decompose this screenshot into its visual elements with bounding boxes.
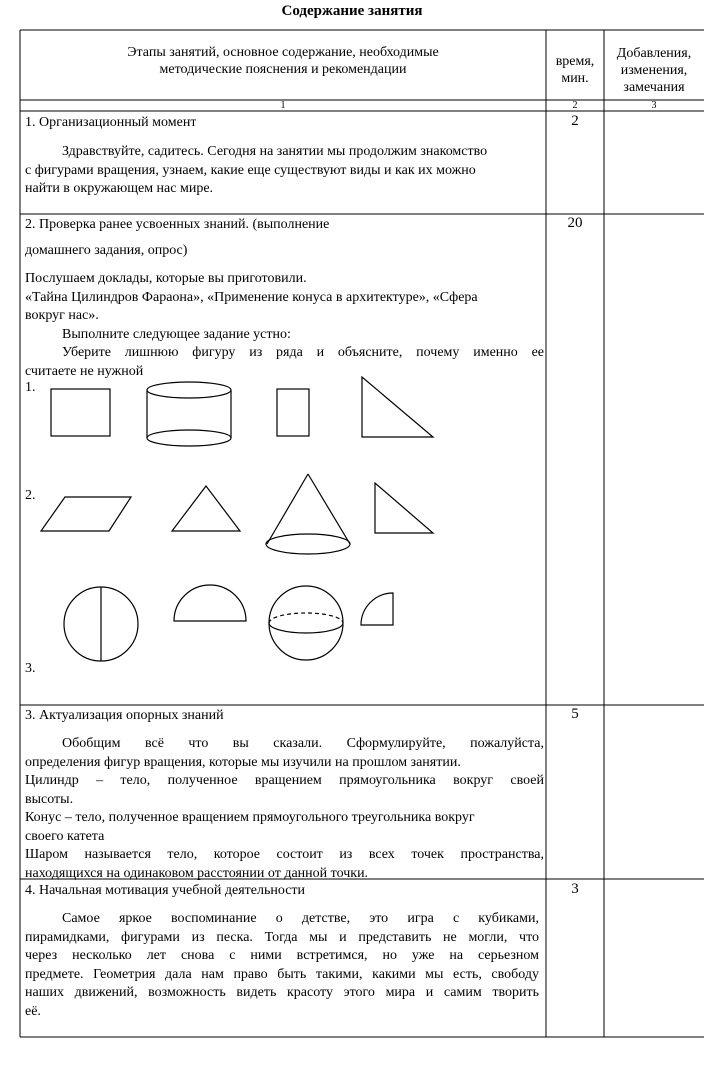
- row-2-heading-cont: домашнего задания, опрос): [25, 243, 188, 258]
- row-4-heading: 4. Начальная мотивация учебной деятельности: [25, 883, 306, 898]
- row-3-heading: 3. Актуализация опорных знаний: [25, 708, 224, 723]
- row-3-time: 5: [571, 706, 579, 722]
- rectangle-shape: [51, 389, 110, 436]
- row-4-text: Самое яркое воспоминание о детстве, это игра с кубиками, пирамидками, фигурами из песка. Тогда мы и представить не могли, что через несколько лет снова с ними встретимся, но уже на серьезном предмете. Геометрия дала нам право быть такими, какими мы есть, свободу наших движений, возможность видеть красоту этого мира и самим творить её.: [25, 911, 539, 1019]
- circle-with-diameter-shape: [64, 587, 138, 661]
- row-2-heading: 2. Проверка ранее усвоенных знаний. (выполнение: [25, 217, 330, 232]
- row-1-heading: 1. Организационный момент: [25, 115, 197, 130]
- parallelogram-shape: [41, 497, 131, 531]
- small-rectangle-shape: [277, 389, 309, 436]
- row-3-text: Обобщим всё что вы сказали. Сформулируйте, пожалуйста, определения фигур вращения, которые мы изучили на прошлом занятии. Цилиндр – тело, полученное вращением прямоугольника вокруг своей высоты. Конус – тело, полученное вращением прямоугольного треугольника вокруг своего катета Шаром называется тело, которое состоит из всех точек пространства, находящихся на одинаковом расстоянии от данной точки.: [25, 736, 544, 881]
- header-col-stages: Этапы занятий, основное содержание, необходимые методические пояснения и рекомендации: [127, 45, 439, 77]
- header-col-time: время, мин.: [555, 54, 595, 86]
- column-number-1: 1: [280, 100, 286, 111]
- semicircle-shape: [174, 585, 246, 621]
- row-1-text: Здравствуйте, садитесь. Сегодня на занятии мы продолжим знакомство с фигурами вращения, узнаем, какие еще существуют виды и как их можно найти в окружающем нас мире.: [25, 144, 488, 196]
- column-number-3: 3: [651, 100, 657, 111]
- cone-shape: [266, 474, 350, 554]
- header-col-notes: Добавления, изменения, замечания: [616, 46, 692, 95]
- row-4-time: 3: [571, 881, 579, 897]
- sphere-shape: [269, 586, 343, 660]
- right-triangle-shape-2: [375, 483, 433, 533]
- quarter-circle-shape: [361, 593, 393, 625]
- cylinder-shape: [147, 382, 231, 446]
- page-title: Содержание занятия: [281, 3, 423, 19]
- row-1-time: 2: [571, 113, 579, 129]
- shape-row-label-2: 2.: [25, 488, 36, 503]
- column-number-2: 2: [572, 100, 578, 111]
- row-2-time: 20: [567, 215, 583, 231]
- triangle-shape: [172, 486, 240, 531]
- shape-row-label-1: 1.: [25, 380, 36, 395]
- right-triangle-shape: [362, 377, 433, 437]
- row-2-text: Послушаем доклады, которые вы приготовили. «Тайна Цилиндров Фараона», «Применение конуса в архитектуре», «Сфера вокруг нас». Выполните следующее задание устно: Уберите лишнюю фигуру из ряда и объясните, почему именно ее считаете не нужной: [25, 271, 544, 379]
- shape-row-label-3: 3.: [25, 661, 36, 676]
